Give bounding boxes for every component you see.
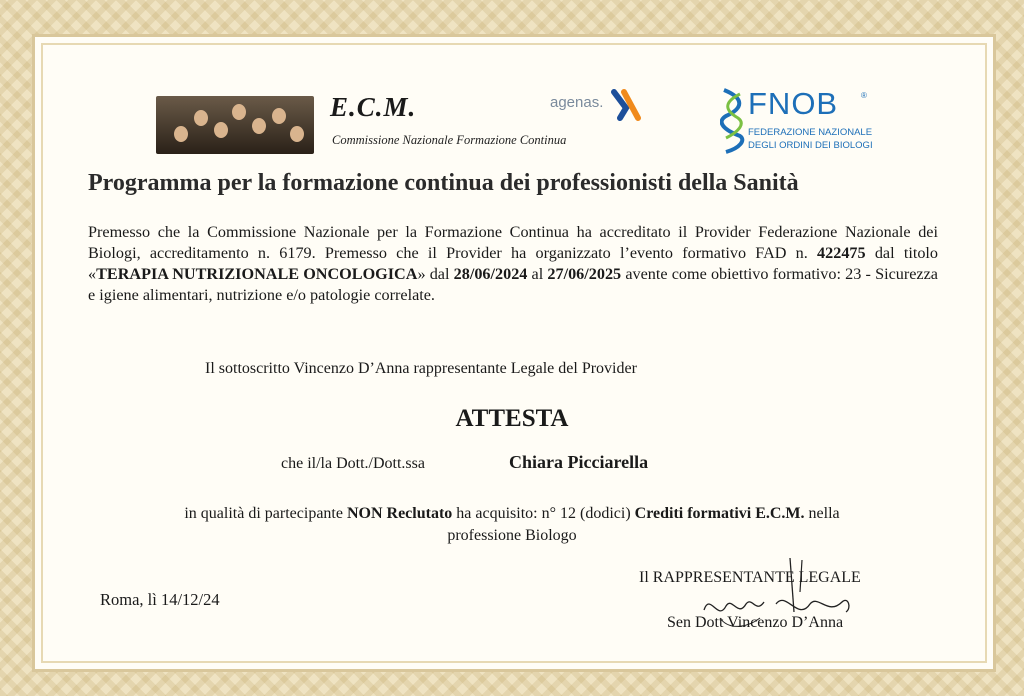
- fnob-subtitle-line1: FEDERAZIONE NAZIONALE: [748, 127, 873, 138]
- participant-prefix: che il/la Dott./Dott.ssa: [281, 455, 425, 472]
- participant-status: NON Reclutato: [346, 505, 453, 522]
- credits-label: Crediti formativi E.C.M.: [634, 505, 805, 522]
- premise-text-b: dal titolo «: [88, 244, 938, 283]
- fnob-logo-text: FNOB: [748, 86, 839, 121]
- signatory-statement: Il sottoscritto Vincenzo D’Anna rappresentante Legale del Provider: [205, 360, 637, 377]
- attesta-heading: ATTESTA: [455, 405, 569, 432]
- signer-name: Sen Dott Vincenzo D’Anna: [667, 614, 844, 631]
- agenas-logo-icon: [610, 88, 642, 122]
- ecm-subtitle: Commissione Nazionale Formazione Continua: [332, 133, 567, 147]
- place-and-date: Roma, lì 14/12/24: [100, 590, 220, 609]
- date-from: 28/06/2024: [453, 265, 528, 283]
- fnob-subtitle-line2: DEGLI ORDINI DEI BIOLOGI: [748, 140, 873, 151]
- ecm-painting-logo: [156, 96, 314, 154]
- credits-text-c: nella: [804, 505, 840, 522]
- credits-text-a: in qualità di partecipante: [184, 505, 347, 522]
- event-title: TERAPIA NUTRIZIONALE ONCOLOGICA: [96, 265, 418, 283]
- legal-representative-role: Il RAPPRESENTANTE LEGALE: [639, 569, 861, 586]
- premise-text-e: avente come obiettivo formativo: 23 - Sicurezza e igiene alimentari, nutrizione e/o patologie correlate.: [88, 265, 938, 304]
- event-number: 422475: [817, 244, 866, 262]
- ecm-title: E.C.M.: [330, 92, 417, 122]
- premise-text-d: al: [527, 265, 548, 283]
- premise-text-a: Premesso che la Commissione Nazionale per la Formazione Continua ha accreditato il Provider Federazione Nazionale dei Biologi, accreditamento n. 6179. Premesso che il Provider ha organizzato l’evento formativo FAD n.: [88, 223, 938, 262]
- premise-text-c: » dal: [417, 265, 454, 283]
- fnob-registered-mark: ®: [861, 91, 867, 100]
- credits-text-b: ha acquisito: n° 12 (dodici): [452, 505, 635, 522]
- certificate-heading: Programma per la formazione continua dei professionisti della Sanità: [88, 170, 799, 196]
- premise-paragraph: [88, 222, 938, 306]
- credits-statement: [0, 503, 1024, 547]
- profession-line: professione Biologo: [447, 527, 577, 544]
- date-to: 27/06/2025: [547, 265, 622, 283]
- fnob-helix-icon: [720, 86, 746, 156]
- participant-name: Chiara Picciarella: [509, 452, 649, 472]
- agenas-logo-text: agenas.: [550, 94, 604, 111]
